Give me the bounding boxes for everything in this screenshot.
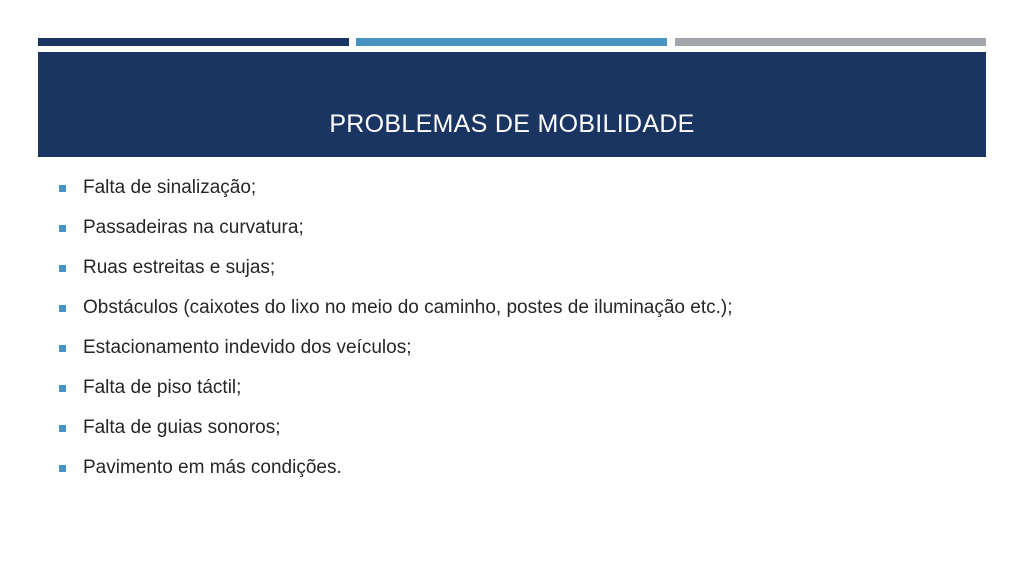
bullet-item bbox=[54, 336, 854, 360]
square-bullet-icon bbox=[59, 185, 66, 192]
accent-stripe-dark bbox=[38, 38, 349, 46]
square-bullet-icon bbox=[59, 465, 66, 472]
bullet-item bbox=[54, 176, 854, 200]
bullet-text: Falta de guias sonoros; bbox=[83, 417, 281, 438]
slide-title: PROBLEMAS DE MOBILIDADE bbox=[329, 110, 695, 138]
bullet-text: Estacionamento indevido dos veículos; bbox=[83, 337, 412, 358]
bullet-item bbox=[54, 456, 854, 480]
bullet-text: Falta de piso táctil; bbox=[83, 377, 242, 398]
bullet-text: Passadeiras na curvatura; bbox=[83, 217, 304, 238]
square-bullet-icon bbox=[59, 385, 66, 392]
bullet-item bbox=[54, 376, 854, 400]
bullet-item bbox=[54, 216, 854, 240]
square-bullet-icon bbox=[59, 425, 66, 432]
bullet-item bbox=[54, 296, 854, 320]
accent-stripe-gray bbox=[675, 38, 986, 46]
bullet-text: Obstáculos (caixotes do lixo no meio do caminho, postes de iluminação etc.); bbox=[83, 297, 733, 318]
bullet-item bbox=[54, 416, 854, 440]
square-bullet-icon bbox=[59, 305, 66, 312]
accent-stripe-blue bbox=[356, 38, 667, 46]
square-bullet-icon bbox=[59, 345, 66, 352]
title-band bbox=[38, 52, 986, 157]
bullet-item bbox=[54, 256, 854, 280]
bullet-list bbox=[54, 176, 854, 496]
square-bullet-icon bbox=[59, 265, 66, 272]
bullet-text: Ruas estreitas e sujas; bbox=[83, 257, 276, 278]
square-bullet-icon bbox=[59, 225, 66, 232]
bullet-text: Falta de sinalização; bbox=[83, 177, 257, 198]
bullet-text: Pavimento em más condições. bbox=[83, 457, 342, 478]
